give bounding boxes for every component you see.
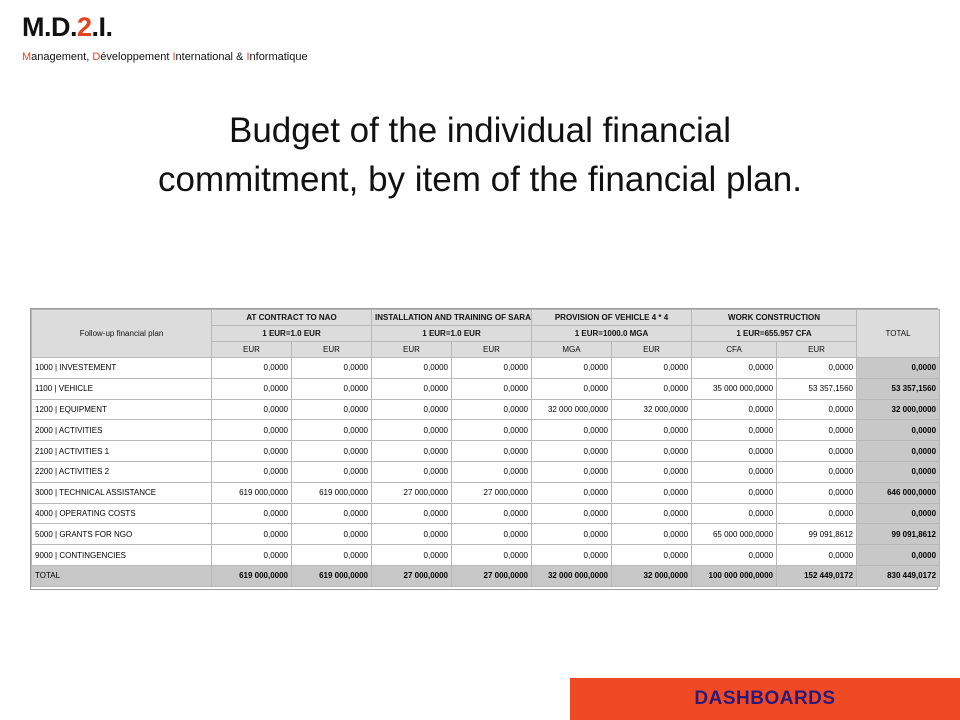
row-total: 646 000,0000 bbox=[857, 482, 940, 503]
subtitle-word: éveloppement bbox=[100, 51, 173, 63]
cell-value: 0,0000 bbox=[372, 420, 452, 441]
cell-value: 0,0000 bbox=[212, 420, 292, 441]
row-label: 5000 | GRANTS FOR NGO bbox=[32, 524, 212, 545]
row-label: 4000 | OPERATING COSTS bbox=[32, 503, 212, 524]
logo-subtitle bbox=[22, 51, 308, 63]
cell-value: 0,0000 bbox=[532, 503, 612, 524]
cell-value: 0,0000 bbox=[612, 482, 692, 503]
cell-value: 0,0000 bbox=[212, 358, 292, 379]
cell-value: 0,0000 bbox=[452, 545, 532, 566]
cell-value: 0,0000 bbox=[612, 524, 692, 545]
logo-part-accent: 2 bbox=[77, 12, 92, 42]
cell-value: 0,0000 bbox=[532, 358, 612, 379]
cell-value: 619 000,0000 bbox=[212, 565, 292, 586]
subtitle-initial: D bbox=[92, 51, 101, 63]
table-row[interactable] bbox=[32, 461, 940, 482]
row-total: 0,0000 bbox=[857, 461, 940, 482]
cell-value: 0,0000 bbox=[532, 461, 612, 482]
cell-value: 0,0000 bbox=[452, 358, 532, 379]
table-row[interactable] bbox=[32, 358, 940, 379]
cell-value: 32 000,0000 bbox=[612, 399, 692, 420]
cell-value: 0,0000 bbox=[612, 461, 692, 482]
header-currency: EUR bbox=[612, 342, 692, 358]
table-row[interactable] bbox=[32, 399, 940, 420]
row-total: 32 000,0000 bbox=[857, 399, 940, 420]
row-label: 2000 | ACTIVITIES bbox=[32, 420, 212, 441]
page-title-line-2: commitment, by item of the financial plan. bbox=[158, 160, 802, 199]
header-currency: EUR bbox=[212, 342, 292, 358]
cell-value: 0,0000 bbox=[452, 524, 532, 545]
cell-value: 0,0000 bbox=[212, 378, 292, 399]
header-currency: EUR bbox=[292, 342, 372, 358]
cell-value: 0,0000 bbox=[372, 358, 452, 379]
cell-value: 619 000,0000 bbox=[292, 482, 372, 503]
cell-value: 27 000,0000 bbox=[372, 565, 452, 586]
cell-value: 0,0000 bbox=[452, 420, 532, 441]
header-rate-3: 1 EUR=655.957 CFA bbox=[692, 326, 857, 342]
row-total: 0,0000 bbox=[857, 545, 940, 566]
cell-value: 27 000,0000 bbox=[372, 482, 452, 503]
row-total: 53 357,1560 bbox=[857, 378, 940, 399]
header-currency: MGA bbox=[532, 342, 612, 358]
header-rate-0: 1 EUR=1.0 EUR bbox=[212, 326, 372, 342]
logo-part-a: M.D. bbox=[22, 12, 77, 42]
cell-value: 0,0000 bbox=[692, 461, 777, 482]
cell-value: 0,0000 bbox=[372, 399, 452, 420]
cell-value: 32 000 000,0000 bbox=[532, 565, 612, 586]
cell-value: 0,0000 bbox=[372, 545, 452, 566]
cell-value: 0,0000 bbox=[212, 503, 292, 524]
subtitle-initial: I bbox=[172, 51, 176, 63]
cell-value: 0,0000 bbox=[292, 441, 372, 462]
cell-value: 0,0000 bbox=[292, 545, 372, 566]
cell-value: 0,0000 bbox=[452, 503, 532, 524]
subtitle-initial: I bbox=[246, 51, 250, 63]
table-row[interactable] bbox=[32, 503, 940, 524]
cell-value: 0,0000 bbox=[532, 545, 612, 566]
cell-value: 99 091,8612 bbox=[777, 524, 857, 545]
header-group-2[interactable]: PROVISION OF VEHICLE 4 * 4 bbox=[532, 310, 692, 326]
row-label: 1000 | INVESTEMENT bbox=[32, 358, 212, 379]
cell-value: 0,0000 bbox=[532, 441, 612, 462]
dashboards-label: DASHBOARDS bbox=[694, 688, 836, 709]
cell-value: 0,0000 bbox=[452, 441, 532, 462]
header-currency: EUR bbox=[372, 342, 452, 358]
cell-value: 0,0000 bbox=[692, 399, 777, 420]
cell-value: 0,0000 bbox=[692, 545, 777, 566]
table-row[interactable] bbox=[32, 441, 940, 462]
cell-value: 0,0000 bbox=[292, 378, 372, 399]
cell-value: 35 000 000,0000 bbox=[692, 378, 777, 399]
cell-value: 0,0000 bbox=[692, 358, 777, 379]
cell-value: 0,0000 bbox=[452, 378, 532, 399]
cell-value: 0,0000 bbox=[292, 420, 372, 441]
cell-value: 0,0000 bbox=[532, 420, 612, 441]
header-rate-1: 1 EUR=1.0 EUR bbox=[372, 326, 532, 342]
row-label: 2200 | ACTIVITIES 2 bbox=[32, 461, 212, 482]
header-currency: CFA bbox=[692, 342, 777, 358]
table-row[interactable] bbox=[32, 545, 940, 566]
cell-value: 0,0000 bbox=[532, 524, 612, 545]
header-currency: EUR bbox=[777, 342, 857, 358]
subtitle-word: nternational & bbox=[175, 51, 247, 63]
row-label: 9000 | CONTINGENCIES bbox=[32, 545, 212, 566]
cell-value: 0,0000 bbox=[612, 545, 692, 566]
row-total: 99 091,8612 bbox=[857, 524, 940, 545]
cell-value: 0,0000 bbox=[372, 503, 452, 524]
cell-value: 0,0000 bbox=[292, 461, 372, 482]
cell-value: 0,0000 bbox=[612, 378, 692, 399]
cell-value: 100 000 000,0000 bbox=[692, 565, 777, 586]
cell-value: 27 000,0000 bbox=[452, 482, 532, 503]
cell-value: 0,0000 bbox=[777, 420, 857, 441]
cell-value: 0,0000 bbox=[292, 503, 372, 524]
cell-value: 0,0000 bbox=[777, 399, 857, 420]
page-title bbox=[0, 106, 960, 204]
logo-wordmark bbox=[22, 14, 308, 41]
header-group-3[interactable]: WORK CONSTRUCTION bbox=[692, 310, 857, 326]
row-total: 0,0000 bbox=[857, 358, 940, 379]
subtitle-word: anagement, bbox=[31, 51, 93, 63]
table-total-row[interactable] bbox=[32, 565, 940, 586]
cell-value: 0,0000 bbox=[452, 399, 532, 420]
financial-plan-table bbox=[31, 309, 940, 587]
cell-value: 0,0000 bbox=[372, 441, 452, 462]
cell-value: 0,0000 bbox=[612, 358, 692, 379]
row-label: 1100 | VEHICLE bbox=[32, 378, 212, 399]
cell-value: 0,0000 bbox=[372, 378, 452, 399]
cell-value: 0,0000 bbox=[212, 461, 292, 482]
cell-value: 152 449,0172 bbox=[777, 565, 857, 586]
cell-value: 0,0000 bbox=[292, 399, 372, 420]
subtitle-word: nformatique bbox=[249, 51, 308, 63]
cell-value: 0,0000 bbox=[692, 441, 777, 462]
row-total: 0,0000 bbox=[857, 420, 940, 441]
cell-value: 32 000 000,0000 bbox=[532, 399, 612, 420]
table-header-row-groups bbox=[32, 310, 940, 326]
cell-value: 0,0000 bbox=[372, 461, 452, 482]
cell-value: 0,0000 bbox=[212, 441, 292, 462]
cell-value: 0,0000 bbox=[777, 461, 857, 482]
row-total: 0,0000 bbox=[857, 503, 940, 524]
cell-value: 0,0000 bbox=[612, 420, 692, 441]
header-follow-up-plan[interactable]: Follow-up financial plan bbox=[32, 310, 212, 358]
cell-value: 619 000,0000 bbox=[292, 565, 372, 586]
cell-value: 0,0000 bbox=[292, 358, 372, 379]
cell-value: 65 000 000,0000 bbox=[692, 524, 777, 545]
row-label: 2100 | ACTIVITIES 1 bbox=[32, 441, 212, 462]
table-row[interactable] bbox=[32, 524, 940, 545]
cell-value: 0,0000 bbox=[532, 378, 612, 399]
cell-value: 0,0000 bbox=[532, 482, 612, 503]
cell-value: 0,0000 bbox=[612, 503, 692, 524]
company-logo bbox=[22, 14, 308, 63]
cell-value: 0,0000 bbox=[692, 503, 777, 524]
cell-value: 0,0000 bbox=[777, 545, 857, 566]
row-label: 1200 | EQUIPMENT bbox=[32, 399, 212, 420]
dashboards-banner[interactable] bbox=[570, 678, 960, 720]
row-total: 0,0000 bbox=[857, 441, 940, 462]
cell-value: 0,0000 bbox=[612, 441, 692, 462]
header-rate-2: 1 EUR=1000.0 MGA bbox=[532, 326, 692, 342]
cell-value: 0,0000 bbox=[292, 524, 372, 545]
cell-value: 0,0000 bbox=[372, 524, 452, 545]
cell-value: 0,0000 bbox=[777, 482, 857, 503]
page-title-line-1: Budget of the individual financial bbox=[228, 111, 731, 150]
cell-value: 0,0000 bbox=[692, 482, 777, 503]
header-total[interactable]: TOTAL bbox=[857, 310, 940, 358]
row-label: 3000 | TECHNICAL ASSISTANCE bbox=[32, 482, 212, 503]
logo-part-b: .I. bbox=[91, 12, 113, 42]
cell-value: 0,0000 bbox=[212, 545, 292, 566]
cell-value: 0,0000 bbox=[777, 503, 857, 524]
cell-value: 0,0000 bbox=[777, 358, 857, 379]
cell-value: 32 000,0000 bbox=[612, 565, 692, 586]
header-currency: EUR bbox=[452, 342, 532, 358]
financial-plan-table-container bbox=[30, 308, 938, 590]
cell-value: 0,0000 bbox=[777, 441, 857, 462]
header-group-0[interactable]: AT CONTRACT TO NAO bbox=[212, 310, 372, 326]
header-group-1[interactable]: INSTALLATION AND TRAINING OF SARA bbox=[372, 310, 532, 326]
row-label: TOTAL bbox=[32, 565, 212, 586]
row-total: 830 449,0172 bbox=[857, 565, 940, 586]
table-row[interactable] bbox=[32, 420, 940, 441]
cell-value: 619 000,0000 bbox=[212, 482, 292, 503]
cell-value: 0,0000 bbox=[692, 420, 777, 441]
cell-value: 27 000,0000 bbox=[452, 565, 532, 586]
cell-value: 0,0000 bbox=[212, 399, 292, 420]
table-row[interactable] bbox=[32, 378, 940, 399]
table-body bbox=[32, 358, 940, 587]
cell-value: 0,0000 bbox=[452, 461, 532, 482]
table-row[interactable] bbox=[32, 482, 940, 503]
cell-value: 53 357,1560 bbox=[777, 378, 857, 399]
cell-value: 0,0000 bbox=[212, 524, 292, 545]
subtitle-initial: M bbox=[22, 51, 32, 63]
